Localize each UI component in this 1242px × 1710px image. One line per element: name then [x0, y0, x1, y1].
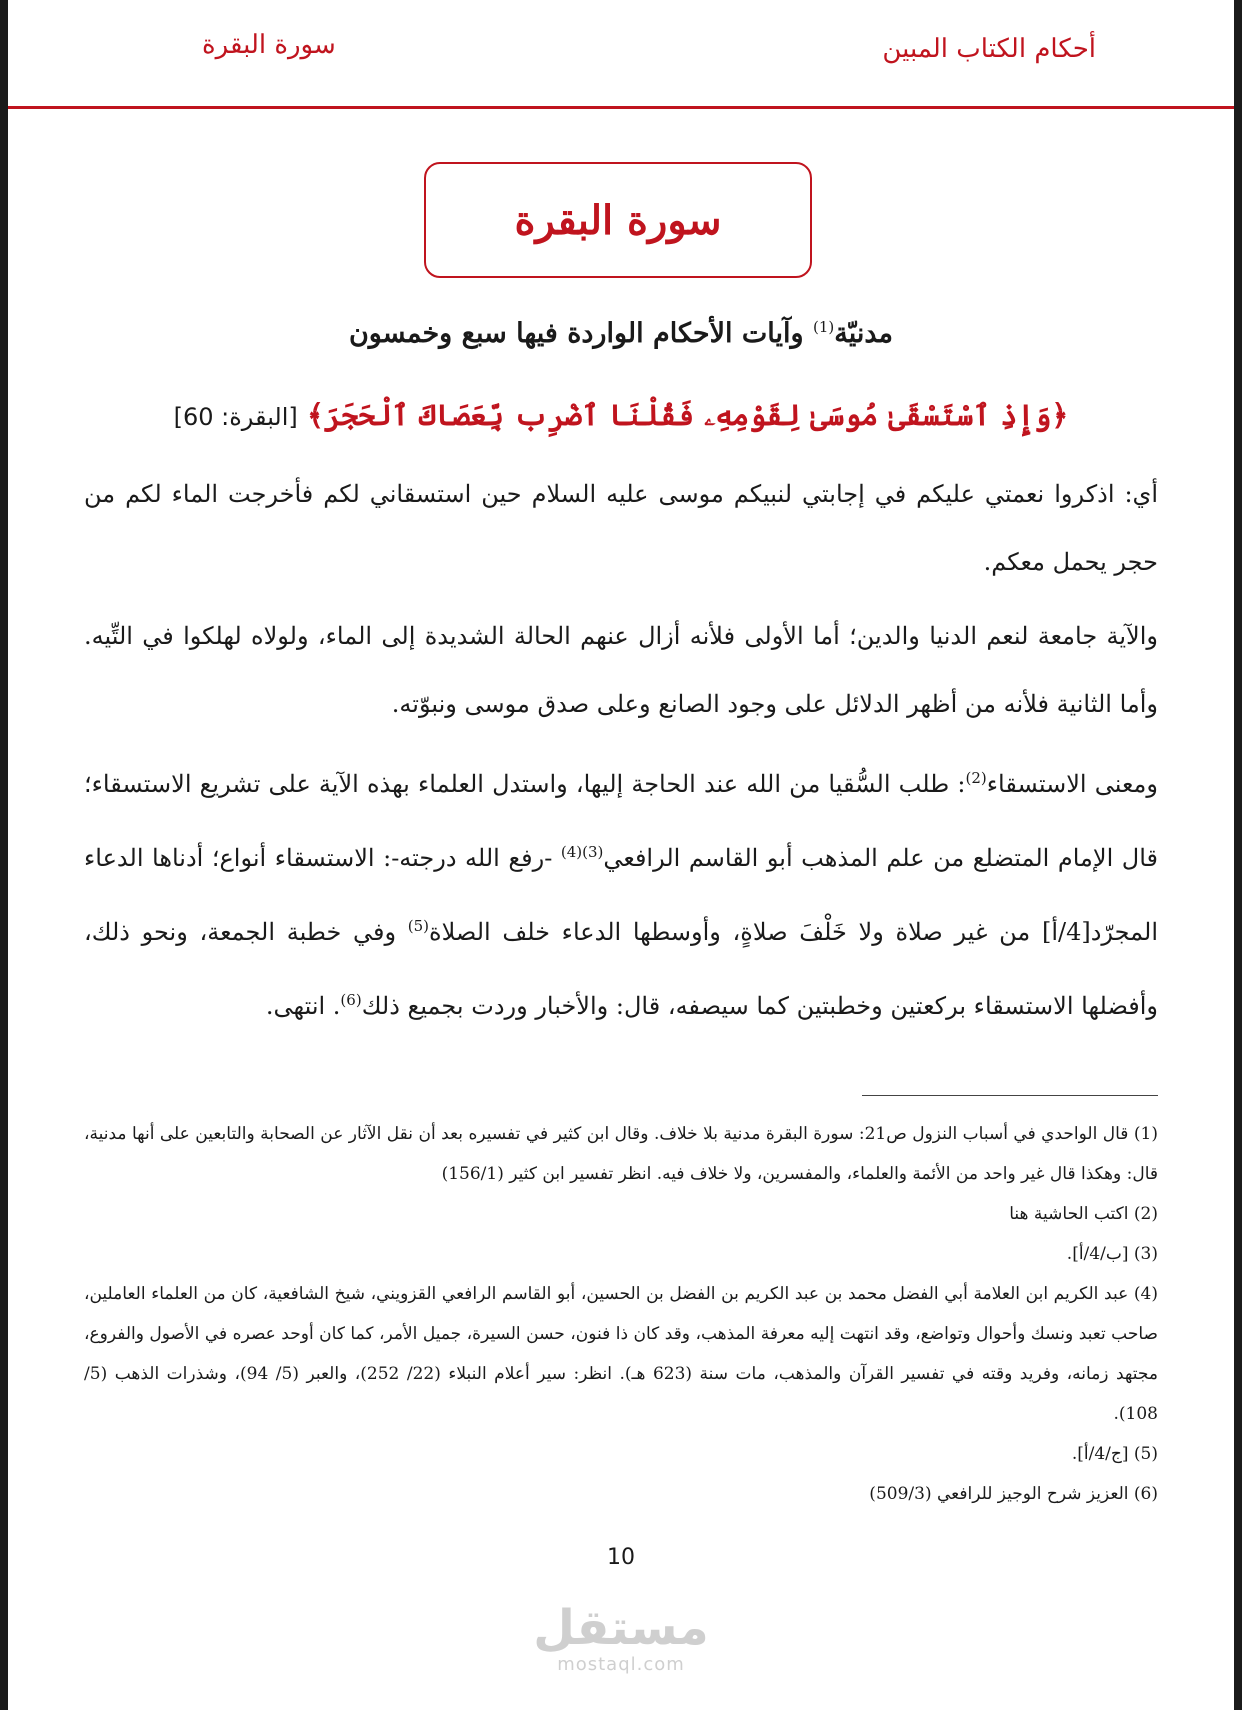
watermark-site: mostaql.com — [557, 1654, 685, 1675]
footnote-4: (4) عبد الكريم ابن العلامة أبي الفضل محمد بن عبد الكريم بن الفضل بن الحسين، أبو القاسم الرافعي القزويني، شيخ الشافعية، كان من العلماء العاملين، صاحب تعبد ونسك وأحوال وتواضع، وقد انتهت إليه معرفة المذهب، وقد كان ذا فنون، حسن السيرة، جميل الأمر، كما كان أوحد عصره في الأصول والفروع، مجتهد زمانه، وفريد وقته في تفسير القرآن والمذهب، مات سنة (623 هـ). انظر: سير أعلام النبلاء (22/ 252)، والعبر (5/ 94)، وشذرات الذهب (5/ 108). — [84, 1284, 1158, 1424]
footnote-5: (5) [ج/4/أ]. — [1071, 1444, 1158, 1464]
verse-line — [160, 398, 1082, 433]
footnote-ref-2[interactable]: (2) — [965, 769, 987, 787]
surah-subtitle — [240, 318, 1002, 349]
subtitle-part1: مدنيّة — [834, 318, 894, 349]
page-number: 10 — [607, 1545, 635, 1570]
footnote-ref-6[interactable]: (6) — [340, 991, 362, 1009]
surah-title: سورة البقرة — [514, 196, 722, 244]
paragraph-2: والآية جامعة لنعم الدنيا والدين؛ أما الأولى فلأنه أزال عنهم الحالة الشديدة إلى الماء، ولولاه لهلكوا في التِّيه. وأما الثانية فلأنه من أظهر الدلائل على وجود الصانع وعلى صدق موسى ونبوّته. — [84, 622, 1158, 718]
footnote-ref-1[interactable]: (1) — [812, 318, 835, 336]
quran-verse: ﴿وَإِذِ ٱسْتَسْقَىٰ مُوسَىٰ لِقَوْمِهِۦ فَقُلْنَا ٱضْرِب بِّعَصَاكَ ٱلْحَجَرَ﴾ — [307, 398, 1069, 432]
body-text — [84, 460, 1158, 1046]
header-book-title: أحكام الكتاب المبين — [882, 34, 1096, 64]
footnotes — [84, 1114, 1158, 1514]
left-edge — [0, 0, 8, 1710]
footnote-ref-3-4[interactable]: (3)(4) — [560, 843, 604, 861]
p3-part-e: . انتهى. — [265, 992, 341, 1020]
footnote-ref-5[interactable]: (5) — [407, 917, 430, 935]
watermark-logo-text: مستقل — [533, 1600, 709, 1656]
surah-title-box — [424, 162, 812, 278]
header-surah-name: سورة البقرة — [202, 30, 336, 60]
p3-part-a: ومعنى الاستسقاء — [986, 770, 1158, 798]
footnote-3: (3) [ب/4/أ]. — [1066, 1244, 1158, 1264]
paragraph-1: أي: اذكروا نعمتي عليكم في إجابتي لنبيكم موسى عليه السلام حين استسقاني لكم فأخرجت الماء لكم من حجر يحمل معكم. — [84, 480, 1158, 576]
footnote-2: (2) اكتب الحاشية هنا — [1009, 1204, 1158, 1224]
footnote-1: (1) قال الواحدي في أسباب النزول ص21: سورة البقرة مدنية بلا خلاف. وقال ابن كثير في تفسيره بعد أن نقل الآثار عن الصحابة والتابعين على أنها مدنية، قال: وهكذا قال غير واحد من الأئمة والعلماء، والمفسرين، ولا خلاف فيه. انظر تفسير ابن كثير (156/1) — [84, 1124, 1158, 1184]
p3-part-d: وفي خطبة الجمعة، ونحو ذلك، وأفضلها الاستسقاء بركعتين وخطبتين كما سيصفه، قال: والأخبار وردت بجميع ذلك — [84, 918, 1158, 1020]
p3-part-b: : طلب السُّقيا من الله عند الحاجة إليها، واستدل العلماء بهذه الآية على تشريع الاستسقاء؛ قال الإمام المتضلع من علم المذهب أبو القاسم الرافعي — [84, 770, 1158, 872]
p3-part-c: -رفع الله درجته-: الاستسقاء أنواع؛ أدناها الدعاء المجرّد[4/أ] من غير صلاة ولا خَلْفَ صلاةٍ، وأوسطها الدعاء خلف الصلاة — [84, 844, 1158, 946]
watermark-logo — [521, 1602, 721, 1675]
footnote-divider — [862, 1095, 1158, 1096]
subtitle-part2: وآيات الأحكام الواردة فيها سبع وخمسون — [348, 318, 813, 349]
right-edge — [1234, 0, 1242, 1710]
verse-reference: [البقرة: 60] — [173, 403, 298, 431]
header-divider — [8, 106, 1234, 109]
paragraph-3 — [84, 744, 1158, 1040]
footnote-6: (6) العزيز شرح الوجيز للرافعي (509/3) — [869, 1484, 1158, 1504]
